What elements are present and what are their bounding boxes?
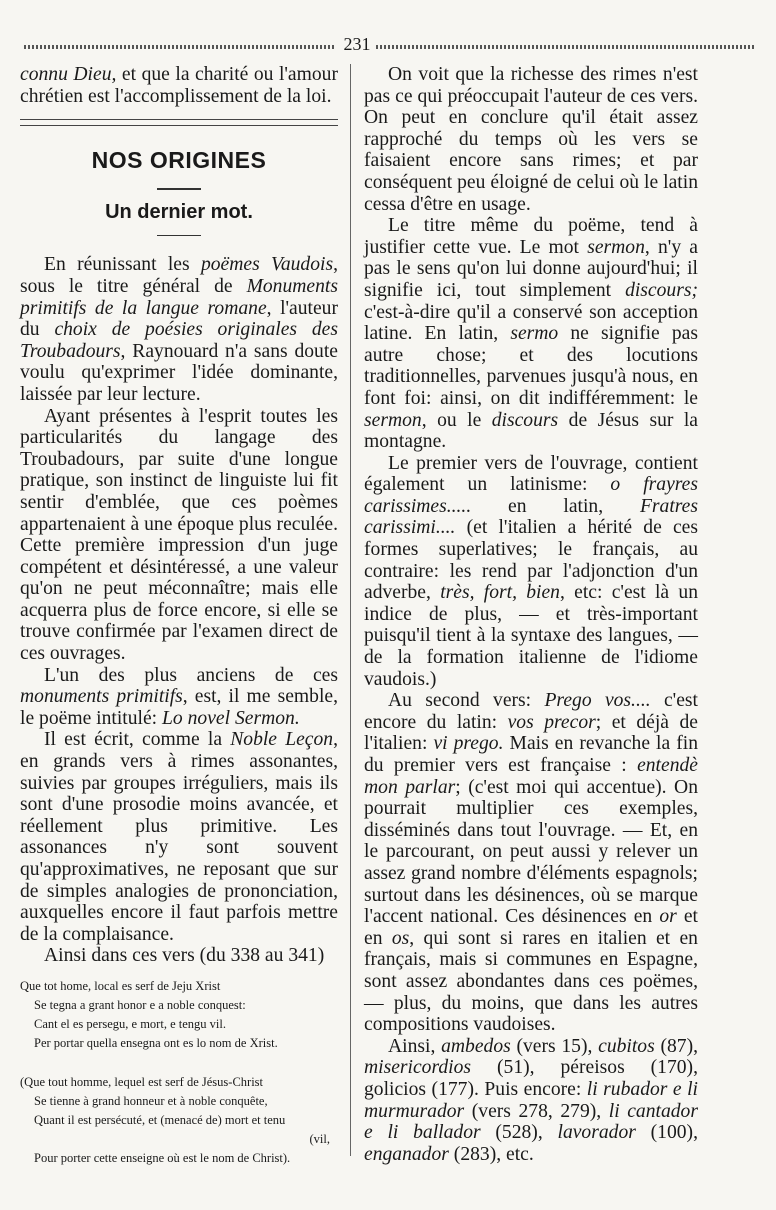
verse-line: Per portar quella ensegna ont es lo nom de Xrist.: [34, 1035, 278, 1050]
verse-line: Cant el es persegu, e mort, e tengu vil.: [34, 1016, 226, 1031]
header-rule-right: [376, 45, 756, 49]
paragraph-4: Il est écrit, comme la Noble Leçon, en grands vers à rimes assonantes, suivies par groupes irréguliers, mais ils sont d'une prosodie moins avancée, et réellement plus primitive. Les assonances n'y sont souvent qu'approximatives, ne reposant que sur de simples analogies de prononciation, auxquelles encore il faut parfois mettre de la complaisance.: [20, 729, 338, 945]
verse-original: [20, 977, 338, 1053]
verse-line: Pour porter cette enseigne où est le nom de Christ).: [34, 1150, 291, 1165]
verse-translation: [20, 1073, 338, 1168]
verse-line: Quant il est persécuté, et (menacé de) mort et tenu: [34, 1112, 286, 1127]
left-column: [20, 64, 338, 1168]
paragraph-10: Ainsi, ambedos (vers 15), cubitos (87), misericordios (51), péreisos (170), golicios (177). Puis encore: li rubador e li murmurador (vers 278, 279), li cantador e li ballador (528), lavorador (100), enganador (283), etc.: [364, 1035, 698, 1165]
section-rule: [20, 119, 338, 126]
paragraph-8: Le premier vers de l'ouvrage, contient également un latinisme: o frayres carissimes..... en latin, Fratres carissimi.... (et l'italien a hérité de ces formes superlatives; le français, au contraire: les rend par l'adjonction d'un adverbe, très, fort, bien, etc: c'est là un indice de plus, — et très-important puisqu'il tient à la syntaxe des langues, — de la formation italienne de l'idiome vaudois.): [364, 452, 699, 690]
paragraph-7: Le titre même du poëme, tend à justifier cette vue. Le mot sermon, n'y a pas le sens qu'on lui donne aujourd'hui; il signifie ici, tout simplement discours; c'est-à-dire qu'il a conservé son acception latine. En latin, sermo ne signifie pas autre chose; et des locutions traditionnelles, parvenues jusqu'à nous, en font foi: ainsi, on dit indifféremment: le sermon, ou le discours de Jésus sur la montagne.: [364, 215, 699, 453]
article-title: NOS ORIGINES: [91, 147, 267, 174]
paragraph-2: Ayant présentes à l'esprit toutes les particularités du langage des Troubadours, par suite d'une longue pratique, son instinct de linguiste lui fit sentir d'emblée, que ces poèmes appartenaient à une époque plus reculée. Cette première impression d'un juge compétent et désintéressé, a une valeur qu'on ne peut méconnaître; mais elle acquerra plus de force encore, si elle se trouve confirmée par l'examen direct de ces ouvrages.: [20, 405, 338, 665]
paragraph-1: En réunissant les poëmes Vaudois, sous le titre général de Monuments primitifs de la langue romane, l'auteur du choix de poésies originales des Troubadours, Raynouard n'a sans doute voulu qu'exprimer l'idée dominante, laissée par leur lecture.: [20, 254, 338, 405]
subtitle-dash: [157, 235, 201, 236]
right-column: [364, 64, 698, 1165]
paragraph-3: L'un des plus anciens de ces monuments primitifs, est, il me semble, le poëme intitulé: Lo novel Sermon.: [20, 664, 338, 729]
paragraph-9: Au second vers: Prego vos.... c'est encore du latin: vos precor; et déjà de l'italien: vi prego. Mais en revanche la fin du premier vers est française : entendè mon parlar; (c'est moi qui accentue). On pourrait multiplier ces exemples, disséminés dans tout l'ouvrage. — Et, en le parcourant, on peut aussi y relever un assez grand nombre d'éléments espagnols; surtout dans les désinences, où se marque l'accent national. Ces désinences en or et en os, qui sont si rares en italien et en français, mais si communes en Espagne, sont assez abondantes dans ces poëmes, — plus, du moins, que dans les autres compositions vaudoises.: [364, 690, 698, 1036]
verse-line: (Que tout homme, lequel est serf de Jésus-Christ: [20, 1074, 264, 1089]
page-number: 231: [343, 34, 371, 54]
header-rule-left: [24, 45, 336, 49]
verse-line: (vil,: [309, 1131, 330, 1146]
verse-line: Que tot home, local es serf de Jeju Xrist: [20, 978, 221, 993]
page-header: [24, 34, 756, 58]
article-subtitle: Un dernier mot.: [105, 200, 253, 223]
intro-paragraph: connu Dieu, et que la charité ou l'amour chrétien est l'accomplissement de la loi.: [20, 64, 338, 107]
verse-line: Se tegna a grant honor e a noble conquest:: [34, 997, 246, 1012]
paragraph-6: On voit que la richesse des rimes n'est pas ce qui préoccupait l'auteur de ces vers. On peut en conclure qu'il était assez rapproché du temps où les vers se faisaient encore sans rimes; et par conséquent peu éloigné de celui où le latin cessa d'être en usage.: [364, 64, 698, 215]
verse-line: Se tienne à grand honneur et à noble conquête,: [34, 1093, 268, 1108]
title-dash: [157, 188, 201, 190]
paragraph-5: Ainsi dans ces vers (du 338 au 341): [44, 945, 325, 967]
column-divider: [350, 64, 351, 1156]
